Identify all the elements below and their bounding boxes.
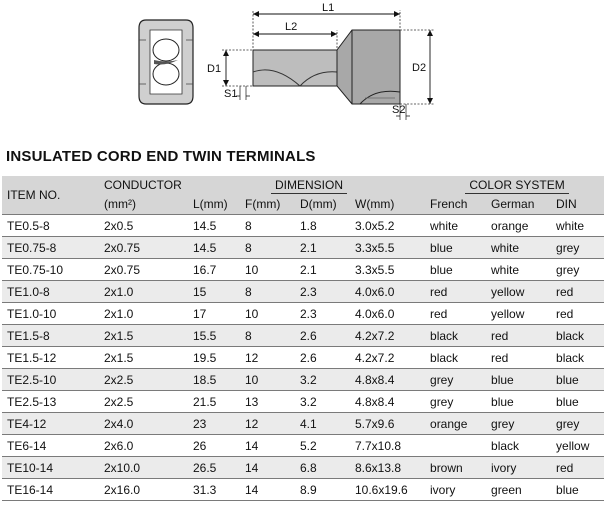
cell-d: 2.1 <box>295 237 350 259</box>
cell-d: 2.3 <box>295 303 350 325</box>
terminal-spec-table <box>2 176 604 501</box>
cell-german: ivory <box>486 457 551 479</box>
cell-french: white <box>425 215 486 237</box>
cell-conductor: 2x0.75 <box>99 259 188 281</box>
cell-l: 15 <box>188 281 240 303</box>
table-row <box>2 369 604 391</box>
cell-din: white <box>551 215 604 237</box>
cell-french: grey <box>425 391 486 413</box>
cell-d: 1.8 <box>295 215 350 237</box>
cell-l: 15.5 <box>188 325 240 347</box>
cell-l: 23 <box>188 413 240 435</box>
cell-f: 12 <box>240 347 295 369</box>
cell-item-no: TE0.75-10 <box>2 259 99 281</box>
header-conductor: CONDUCTOR <box>99 176 188 194</box>
cell-w: 4.0x6.0 <box>350 303 425 325</box>
cell-l: 14.5 <box>188 215 240 237</box>
cell-conductor: 2x1.0 <box>99 303 188 325</box>
cell-french: black <box>425 325 486 347</box>
cell-f: 10 <box>240 259 295 281</box>
cell-d: 4.1 <box>295 413 350 435</box>
cell-german: yellow <box>486 303 551 325</box>
cell-item-no: TE1.5-12 <box>2 347 99 369</box>
header-din: DIN <box>551 194 604 215</box>
cell-l: 14.5 <box>188 237 240 259</box>
header-dimension <box>188 176 425 194</box>
cell-w: 8.6x13.8 <box>350 457 425 479</box>
cell-conductor: 2x1.5 <box>99 325 188 347</box>
cell-conductor: 2x0.75 <box>99 237 188 259</box>
cell-din: black <box>551 325 604 347</box>
cell-l: 19.5 <box>188 347 240 369</box>
cell-l: 26.5 <box>188 457 240 479</box>
cell-din: black <box>551 347 604 369</box>
cell-german: red <box>486 347 551 369</box>
cell-f: 14 <box>240 435 295 457</box>
header-conductor-unit: (mm²) <box>99 194 188 215</box>
cell-f: 14 <box>240 457 295 479</box>
cell-conductor: 2x0.5 <box>99 215 188 237</box>
cell-l: 16.7 <box>188 259 240 281</box>
cell-din: red <box>551 457 604 479</box>
cell-item-no: TE0.5-8 <box>2 215 99 237</box>
header-german: German <box>486 194 551 215</box>
cell-d: 2.3 <box>295 281 350 303</box>
header-row-top <box>2 176 604 194</box>
cell-item-no: TE16-14 <box>2 479 99 501</box>
cell-f: 8 <box>240 237 295 259</box>
cell-din: grey <box>551 237 604 259</box>
header-d: D(mm) <box>295 194 350 215</box>
cell-french: blue <box>425 237 486 259</box>
header-w: W(mm) <box>350 194 425 215</box>
cell-german: black <box>486 435 551 457</box>
table-row <box>2 325 604 347</box>
cell-w: 3.3x5.5 <box>350 237 425 259</box>
label-s2: S2 <box>392 104 406 116</box>
cell-w: 10.6x19.6 <box>350 479 425 501</box>
cell-f: 10 <box>240 303 295 325</box>
cell-din: grey <box>551 259 604 281</box>
cell-item-no: TE2.5-10 <box>2 369 99 391</box>
cell-french: grey <box>425 369 486 391</box>
header-item-no: ITEM NO. <box>2 176 99 215</box>
label-s1: S1 <box>224 88 238 100</box>
cell-din: grey <box>551 413 604 435</box>
cell-w: 4.8x8.4 <box>350 391 425 413</box>
cell-din: red <box>551 303 604 325</box>
table-row <box>2 259 604 281</box>
cell-d: 2.6 <box>295 325 350 347</box>
cell-d: 3.2 <box>295 369 350 391</box>
header-color-system <box>425 176 604 194</box>
table-row <box>2 281 604 303</box>
cell-item-no: TE1.0-8 <box>2 281 99 303</box>
cell-conductor: 2x2.5 <box>99 391 188 413</box>
cell-din: blue <box>551 391 604 413</box>
cell-din: yellow <box>551 435 604 457</box>
cell-german: grey <box>486 413 551 435</box>
cell-d: 6.8 <box>295 457 350 479</box>
table-row <box>2 391 604 413</box>
cell-german: white <box>486 237 551 259</box>
header-l: L(mm) <box>188 194 240 215</box>
cell-german: blue <box>486 369 551 391</box>
cell-item-no: TE4-12 <box>2 413 99 435</box>
header-dimension-label: DIMENSION <box>271 178 347 194</box>
cell-w: 4.2x7.2 <box>350 325 425 347</box>
terminal-end-view <box>139 20 193 104</box>
cell-d: 2.1 <box>295 259 350 281</box>
cell-din: red <box>551 281 604 303</box>
cell-f: 10 <box>240 369 295 391</box>
label-l2: L2 <box>285 21 298 33</box>
cell-d: 5.2 <box>295 435 350 457</box>
cell-conductor: 2x16.0 <box>99 479 188 501</box>
label-l1: L1 <box>322 2 335 14</box>
cell-w: 3.3x5.5 <box>350 259 425 281</box>
label-d1: D1 <box>207 63 222 75</box>
table-row <box>2 215 604 237</box>
header-french: French <box>425 194 486 215</box>
cell-conductor: 2x1.0 <box>99 281 188 303</box>
cell-w: 4.2x7.2 <box>350 347 425 369</box>
terminal-dimension-drawing <box>0 0 606 140</box>
cell-din: blue <box>551 479 604 501</box>
cell-item-no: TE1.5-8 <box>2 325 99 347</box>
cell-german: orange <box>486 215 551 237</box>
cell-german: yellow <box>486 281 551 303</box>
cell-german: red <box>486 325 551 347</box>
table-row <box>2 457 604 479</box>
cell-f: 13 <box>240 391 295 413</box>
table-row <box>2 479 604 501</box>
cell-w: 3.0x5.2 <box>350 215 425 237</box>
table-row <box>2 303 604 325</box>
cell-conductor: 2x2.5 <box>99 369 188 391</box>
cell-german: green <box>486 479 551 501</box>
cell-f: 8 <box>240 325 295 347</box>
cell-conductor: 2x4.0 <box>99 413 188 435</box>
cell-d: 8.9 <box>295 479 350 501</box>
cell-d: 2.6 <box>295 347 350 369</box>
cell-l: 18.5 <box>188 369 240 391</box>
cell-f: 8 <box>240 281 295 303</box>
cell-item-no: TE0.75-8 <box>2 237 99 259</box>
table-body <box>2 215 604 501</box>
cell-french: brown <box>425 457 486 479</box>
table-row <box>2 435 604 457</box>
table-row <box>2 347 604 369</box>
cell-l: 31.3 <box>188 479 240 501</box>
cell-german: white <box>486 259 551 281</box>
cell-french: blue <box>425 259 486 281</box>
cell-item-no: TE2.5-13 <box>2 391 99 413</box>
cell-german: blue <box>486 391 551 413</box>
cell-french <box>425 435 486 457</box>
cell-item-no: TE10-14 <box>2 457 99 479</box>
cell-french: red <box>425 281 486 303</box>
cell-french: black <box>425 347 486 369</box>
label-d2: D2 <box>412 62 427 74</box>
page-title: INSULATED CORD END TWIN TERMINALS <box>6 148 316 165</box>
header-color-system-label: COLOR SYSTEM <box>465 178 568 194</box>
cell-item-no: TE1.0-10 <box>2 303 99 325</box>
cell-item-no: TE6-14 <box>2 435 99 457</box>
cell-f: 12 <box>240 413 295 435</box>
cell-french: red <box>425 303 486 325</box>
cell-conductor: 2x1.5 <box>99 347 188 369</box>
cell-w: 4.0x6.0 <box>350 281 425 303</box>
cell-l: 26 <box>188 435 240 457</box>
cell-conductor: 2x10.0 <box>99 457 188 479</box>
cell-french: orange <box>425 413 486 435</box>
cell-french: ivory <box>425 479 486 501</box>
cell-l: 17 <box>188 303 240 325</box>
header-f: F(mm) <box>240 194 295 215</box>
cell-w: 5.7x9.6 <box>350 413 425 435</box>
table-row <box>2 413 604 435</box>
cell-f: 14 <box>240 479 295 501</box>
cell-d: 3.2 <box>295 391 350 413</box>
cell-conductor: 2x6.0 <box>99 435 188 457</box>
cell-l: 21.5 <box>188 391 240 413</box>
cell-w: 7.7x10.8 <box>350 435 425 457</box>
cell-din: blue <box>551 369 604 391</box>
cell-w: 4.8x8.4 <box>350 369 425 391</box>
cell-f: 8 <box>240 215 295 237</box>
table-row <box>2 237 604 259</box>
